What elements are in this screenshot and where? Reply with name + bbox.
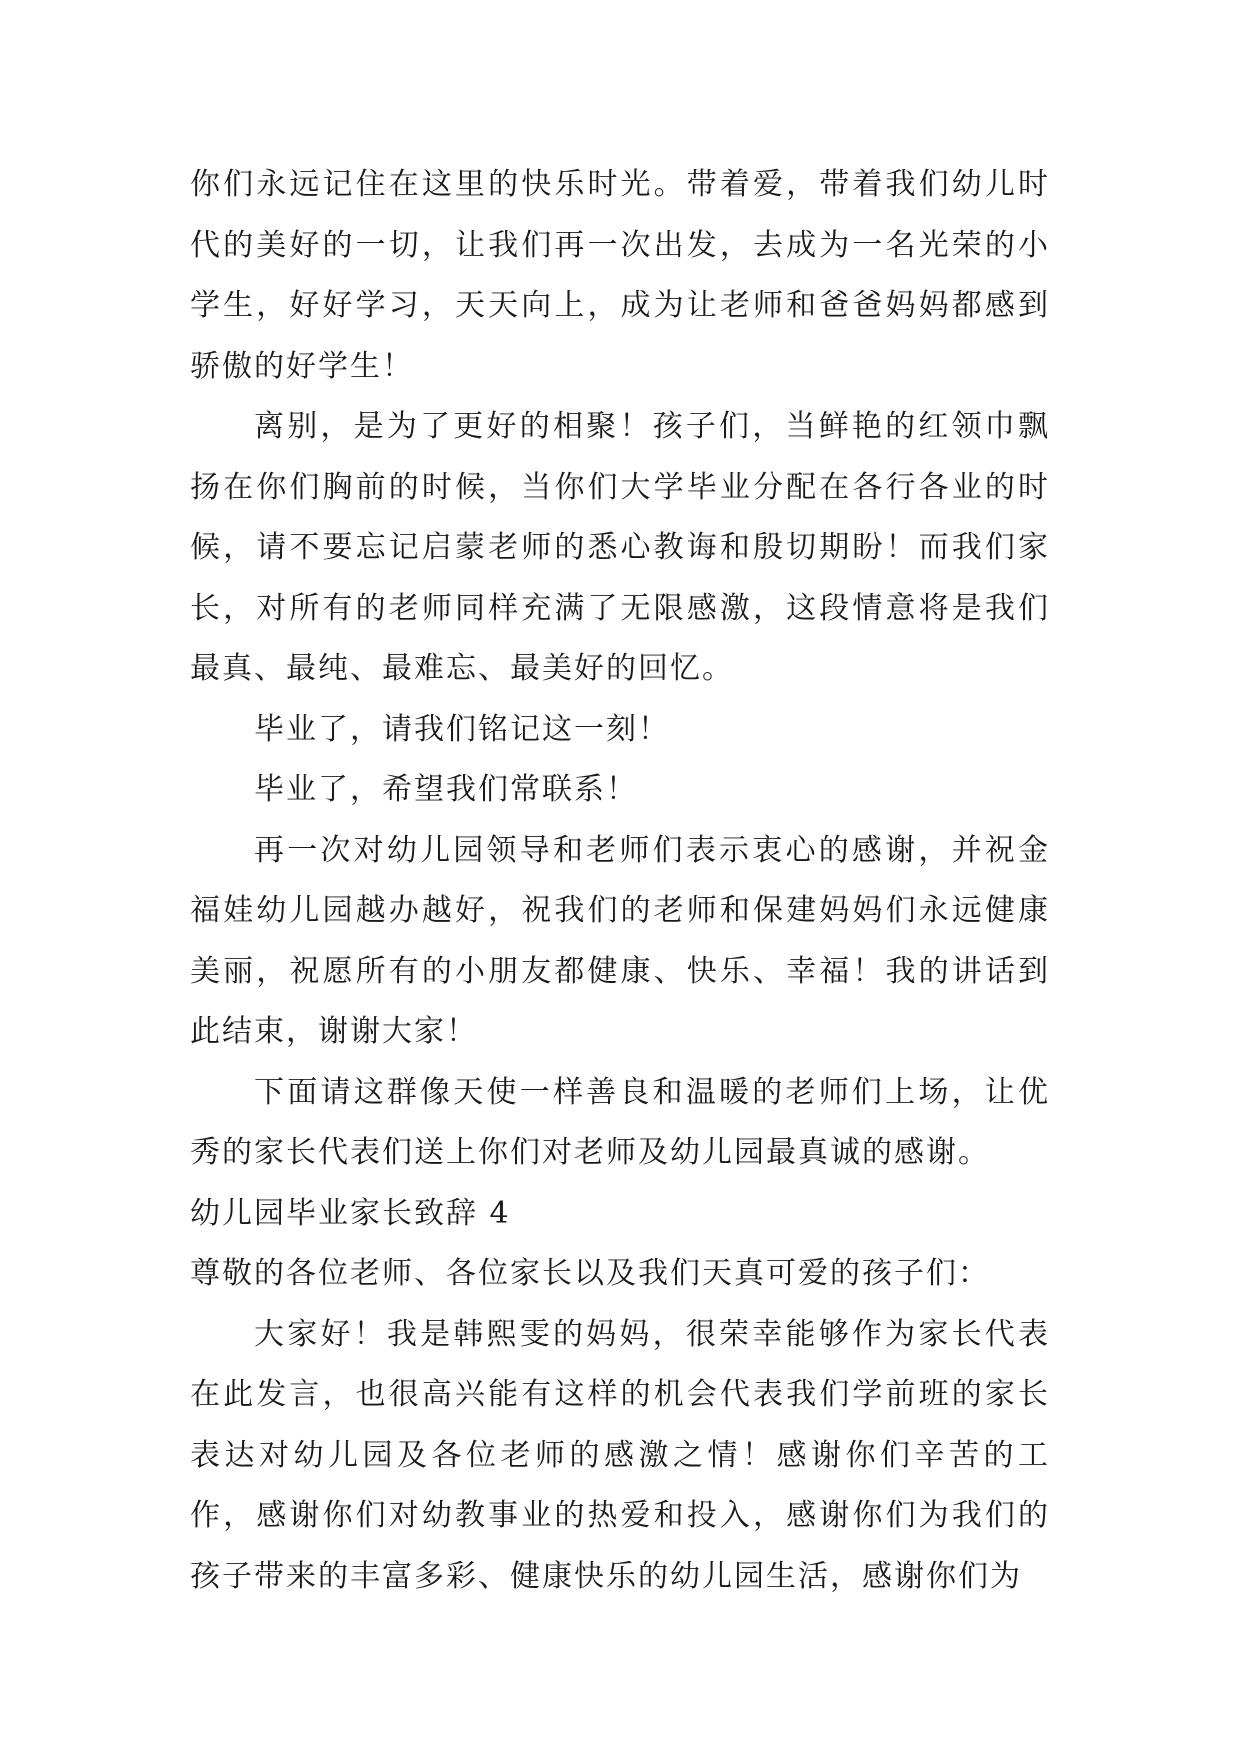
paragraph-speech-opening: 大家好！我是韩熙雯的妈妈，很荣幸能够作为家长代表在此发言，也很高兴能有这样的机会代表我们学前班的家长表达对幼儿园及各位老师的感激之情！感谢你们辛苦的工作，感谢你们对幼教事业的热爱和投入，感谢你们为我们的孩子带来的丰富多彩、健康快乐的幼儿园生活，感谢你们为 xyxy=(190,1316,1050,1594)
paragraph-invitation: 下面请这群像天使一样善良和温暖的老师们上场，让优秀的家长代表们送上你们对老师及幼儿园最真诚的感谢。 xyxy=(190,1074,1050,1170)
paragraph-continuation: 你们永远记住在这里的快乐时光。带着爱，带着我们幼儿时代的美好的一切，让我们再一次出发，去成为一名光荣的小学生，好好学习，天天向上，成为让老师和爸爸妈妈都感到骄傲的好学生！ xyxy=(190,167,1050,384)
document-body xyxy=(190,155,1050,1607)
section-title: 幼儿园毕业家长致辞 4 xyxy=(190,1195,511,1231)
paragraph-graduation-contact: 毕业了，希望我们常联系！ xyxy=(254,772,638,807)
paragraph-graduation-remember: 毕业了，请我们铭记这一刻！ xyxy=(254,711,670,747)
salutation: 尊敬的各位老师、各位家长以及我们天真可爱的孩子们： xyxy=(190,1256,990,1291)
paragraph-thanks: 再一次对幼儿园领导和老师们表示衷心的感谢，并祝金福娃幼儿园越办越好，祝我们的老师和保建妈妈们永远健康美丽，祝愿所有的小朋友都健康、快乐、幸福！我的讲话到此结束，谢谢大家！ xyxy=(190,832,1050,1049)
paragraph-farewell: 离别，是为了更好的相聚！孩子们，当鲜艳的红领巾飘扬在你们胸前的时候，当你们大学毕业分配在各行各业的时候，请不要忘记启蒙老师的悉心教诲和殷切期盼！而我们家长，对所有的老师同样充满了无限感激，这段情意将是我们最真、最纯、最难忘、最美好的回忆。 xyxy=(190,409,1050,686)
